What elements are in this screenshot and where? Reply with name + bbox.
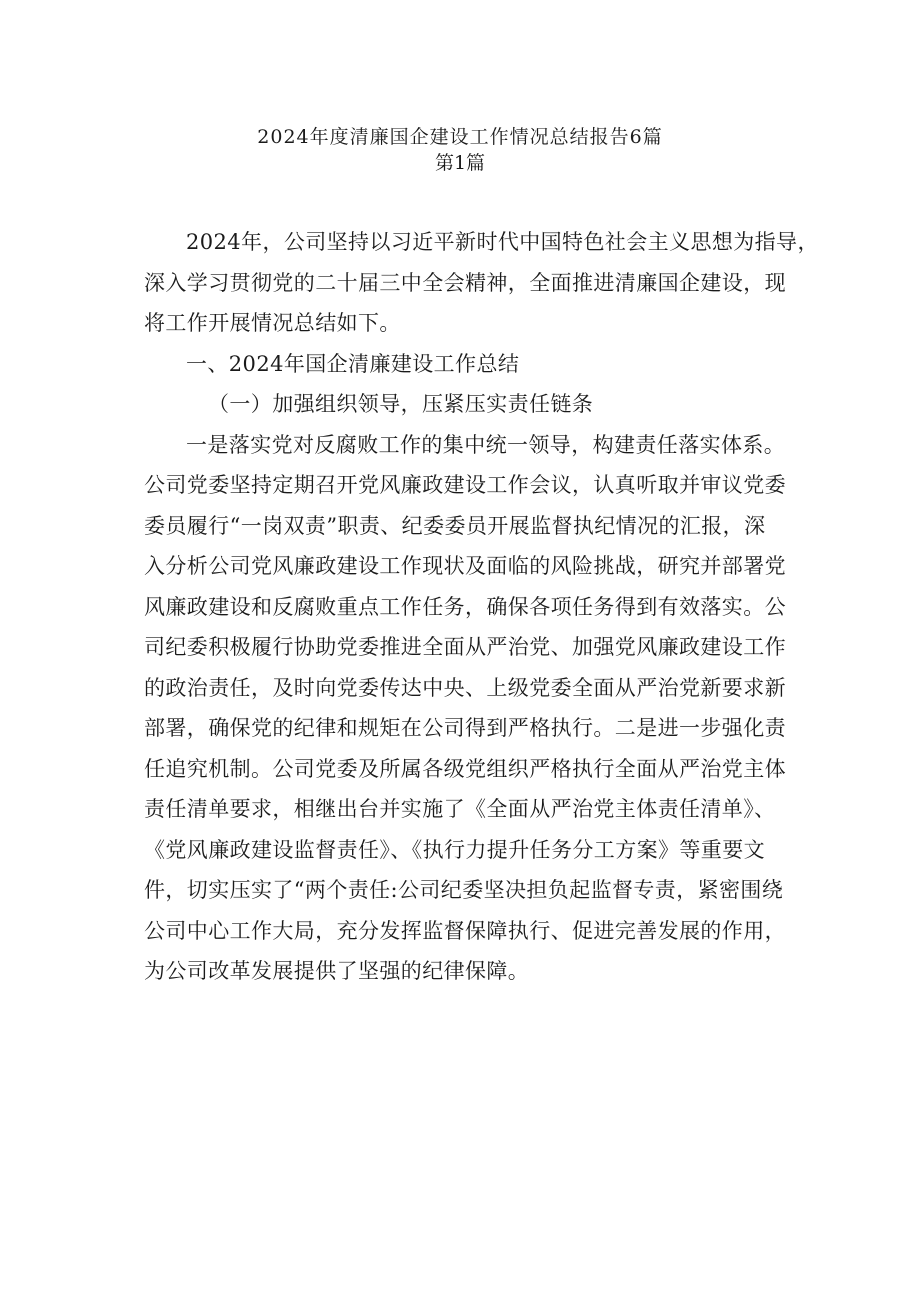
body-text-line: 公司中心工作大局，充分发挥监督保障执行、促进完善发展的作用，: [144, 918, 786, 943]
body-text-line: 一、2024年国企清廉建设工作总结: [186, 351, 520, 376]
body-text-line: 将工作开展情况总结如下。: [144, 311, 401, 335]
document-body: [144, 222, 819, 992]
body-text-line: 为公司改革发展提供了坚强的纪律保障。: [144, 959, 530, 983]
document-subtitle: 第1篇: [434, 152, 486, 174]
body-text-line: 责任清单要求，相继出台并实施了《全面从严治党主体责任清单》、: [144, 797, 776, 821]
body-text-line: 风廉政建设和反腐败重点工作任务，确保各项任务得到有效落实。公: [144, 594, 786, 619]
document-title: 2024年度清廉国企建设工作情况总结报告6篇: [257, 126, 663, 148]
body-text-line: 一是落实党对反腐败工作的集中统一领导，构建责任落实体系。: [186, 432, 786, 457]
body-text-line: 任追究机制。公司党委及所属各级党组织严格执行全面从严治党主体: [144, 756, 786, 781]
body-text-line: 司纪委积极履行协助党委推进全面从严治党、加强党风廉政建设工作: [144, 635, 786, 659]
body-text-line: （一）加强组织领导，压紧压实责任链条: [208, 392, 594, 416]
body-text-line: 公司党委坚持定期召开党风廉政建设工作会议，认真听取并审议党委: [144, 473, 786, 497]
body-text-line: 件，切实压实了“两个责任:公司纪委坚决担负起监督专责，紧密围绕: [144, 878, 784, 902]
body-text-line: 2024年，公司坚持以习近平新时代中国特色社会主义思想为指导，: [186, 230, 819, 254]
body-text-line: 深入学习贯彻党的二十届三中全会精神，全面推进清廉国企建设，现: [144, 270, 786, 295]
body-text-line: 《党风廉政建设监督责任》、《执行力提升任务分工方案》等重要文: [144, 837, 765, 862]
body-text-line: 的政治责任，及时向党委传达中央、上级党委全面从严治党新要求新: [144, 675, 786, 700]
body-text-line: 委员履行“一岗双责”职责、纪委委员开展监督执纪情况的汇报，深: [144, 513, 766, 538]
title-block: [0, 124, 920, 176]
body-text-line: 入分析公司党风廉政建设工作现状及面临的风险挑战，研究并部署党: [144, 554, 786, 578]
body-text-line: 部署，确保党的纪律和规矩在公司得到严格执行。二是进一步强化责: [144, 716, 786, 740]
